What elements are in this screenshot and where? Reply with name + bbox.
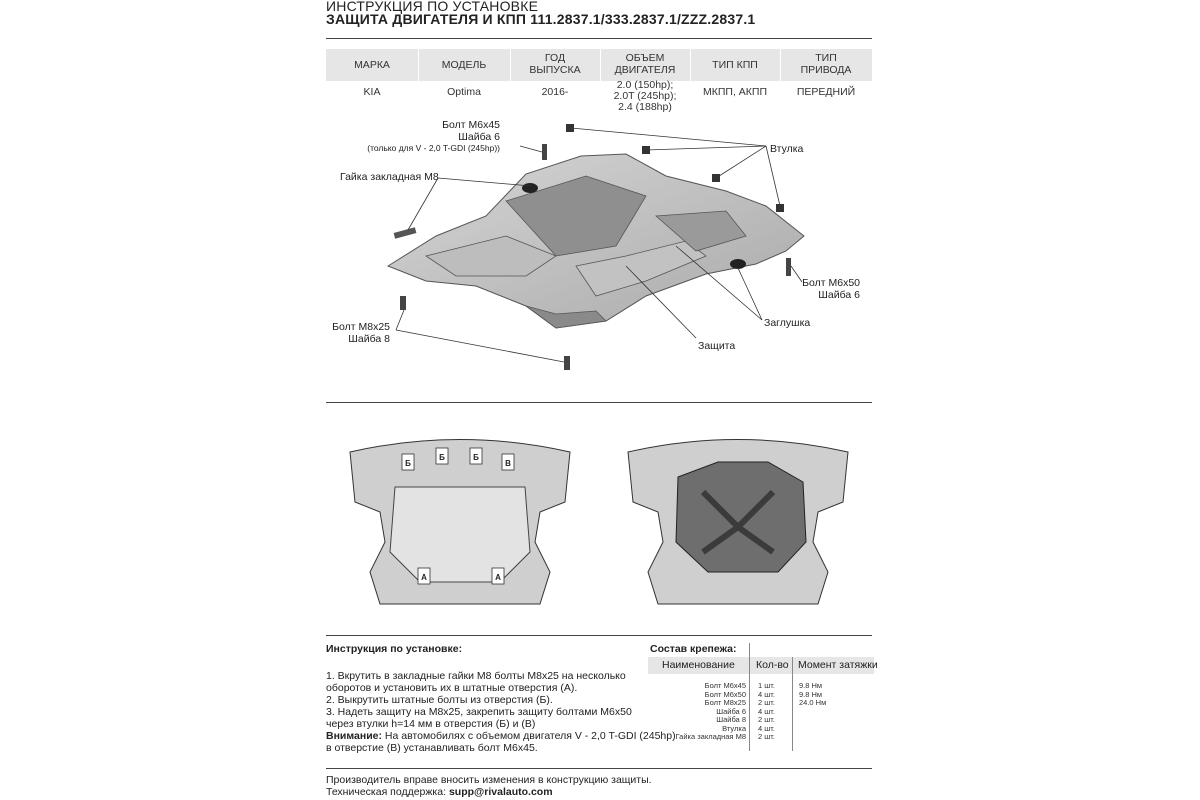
- fastener-name: Болт М6х45: [704, 681, 746, 690]
- document-subtitle: ЗАЩИТА ДВИГАТЕЛЯ И КПП 111.2837.1/333.2837.1/ZZZ.2837.1: [326, 11, 756, 27]
- fastener-name: Болт М8х25: [704, 698, 746, 707]
- callout-bolt-m8x25: Болт М8х25 Шайба 8: [332, 321, 390, 345]
- diagram-divider: [326, 402, 872, 403]
- spec-brand-value: KIA: [363, 86, 381, 98]
- label-b-2: Б: [439, 453, 445, 462]
- fastener-qty: 2 шт.: [758, 715, 775, 724]
- spec-year-value: 2016-: [541, 86, 569, 98]
- callout-plug: Заглушка: [764, 317, 811, 329]
- fastener-qty: 1 шт.: [758, 681, 775, 690]
- spec-gearbox-value: МКПП, АКПП: [702, 86, 767, 98]
- instructions-step-1a: 1. Вкрутить в закладные гайки М8 болты М8х25 на несколько: [326, 670, 626, 682]
- callout-bolt-m6x50: Болт М6х50 Шайба 6: [802, 277, 860, 301]
- instructions-warning-2: в отверстие (В) устанавливать болт М6х45.: [326, 742, 538, 754]
- label-v: В: [505, 459, 511, 468]
- spec-header-brand: МАРКА: [354, 59, 390, 71]
- label-b-3: Б: [473, 453, 479, 462]
- callout-bolt-m6x45: Болт М6х45 Шайба 6: [442, 119, 500, 143]
- plug-left: [522, 183, 538, 193]
- callout-only-for: (только для V - 2,0 T-GDI (245hp)): [367, 143, 500, 153]
- fastener-name: Втулка: [722, 723, 746, 733]
- spec-model-value: Optima: [447, 86, 481, 98]
- spec-engine-value: 2.0 (150hp); 2.0T (245hp); 2.4 (188hp): [613, 79, 677, 113]
- instructions-step-1b: оборотов и установить их в штатные отверстия (А).: [326, 682, 578, 694]
- fastener-name: Гайка закладная М8: [675, 732, 746, 741]
- bolt-m8x25-1: [400, 296, 406, 310]
- footer-support: Техническая поддержка: supp@rivalauto.com: [326, 786, 553, 798]
- fastener-torque: 24.0 Нм: [799, 698, 827, 707]
- fasteners-divider: [749, 643, 750, 751]
- spec-header-engine: ОБЪЕМ ДВИГАТЕЛЯ: [614, 52, 676, 76]
- fastener-qty: 4 шт.: [758, 706, 775, 716]
- fasteners-col-qty: Кол-во: [756, 659, 789, 671]
- fastener-name: Шайба 6: [716, 706, 746, 716]
- instructions-divider: [326, 635, 872, 636]
- fastener-torque: 9.8 Нм: [799, 681, 823, 690]
- callout-guard: Защита: [698, 340, 736, 352]
- instructions-warning: Внимание: На автомобилях с объемом двигателя V - 2,0 T-GDI (245hp): [326, 730, 676, 742]
- fasteners-names: [648, 682, 746, 742]
- fastener-name: Шайба 8: [716, 715, 746, 724]
- fasteners-divider: [792, 657, 793, 751]
- callout-bushing: Втулка: [770, 143, 804, 155]
- spec-header-year: ГОД ВЫПУСКА: [529, 52, 581, 76]
- fastener-qty: 2 шт.: [758, 698, 775, 707]
- label-a-1: А: [421, 573, 427, 582]
- fastener-name: Болт М6х50: [704, 689, 746, 699]
- instructions-heading: Инструкция по установке:: [326, 643, 463, 655]
- fasteners-col-torque: Момент затяжки: [798, 659, 878, 671]
- weld-nut: [394, 227, 417, 238]
- support-email-link[interactable]: supp@rivalauto.com: [448, 786, 553, 798]
- instructions-step-3b: через втулки h=14 мм в отверстия (Б) и (В): [326, 718, 536, 730]
- label-a-2: А: [495, 573, 501, 582]
- label-b-1: Б: [405, 459, 411, 468]
- spec-header-drive: ТИП ПРИВОДА: [800, 52, 852, 76]
- instructions-step-3a: 3. Надеть защиту на М8х25, закрепить защиту болтами М6х50: [326, 706, 632, 718]
- fastener-torque: 9.8 Нм: [799, 689, 823, 699]
- spec-header-model: МОДЕЛЬ: [441, 59, 487, 71]
- document-title: ИНСТРУКЦИЯ ПО УСТАНОВКЕ: [326, 0, 539, 14]
- fastener-qty: 4 шт.: [758, 723, 775, 733]
- plug-right: [730, 259, 746, 269]
- fastener-qty: 4 шт.: [758, 689, 775, 699]
- fasteners-heading: Состав крепежа:: [650, 643, 737, 655]
- instructions-step-2: 2. Выкрутить штатные болты из отверстия (Б).: [326, 694, 553, 706]
- fasteners-torque: [799, 682, 826, 708]
- spec-drive-value: ПЕРЕДНИЙ: [796, 86, 856, 98]
- header-divider: [326, 38, 872, 39]
- fasteners-col-name: Наименование: [662, 659, 735, 671]
- callout-nut-m8: Гайка закладная М8: [340, 171, 439, 183]
- footer-divider: [326, 768, 872, 769]
- fastener-qty: 2 шт.: [758, 732, 775, 741]
- bolt-m6x50: [786, 258, 791, 276]
- bolt-m6x45: [542, 144, 547, 160]
- spec-header-gearbox: ТИП КПП: [712, 59, 758, 71]
- fasteners-qty: [758, 682, 775, 742]
- car-underside-after: [618, 432, 858, 612]
- bolt-m8x25-2: [564, 356, 570, 370]
- footer-notice: Производитель вправе вносить изменения в конструкцию защиты.: [326, 774, 652, 786]
- car-underside-before: [340, 432, 580, 612]
- fasteners-table-header: [648, 657, 878, 674]
